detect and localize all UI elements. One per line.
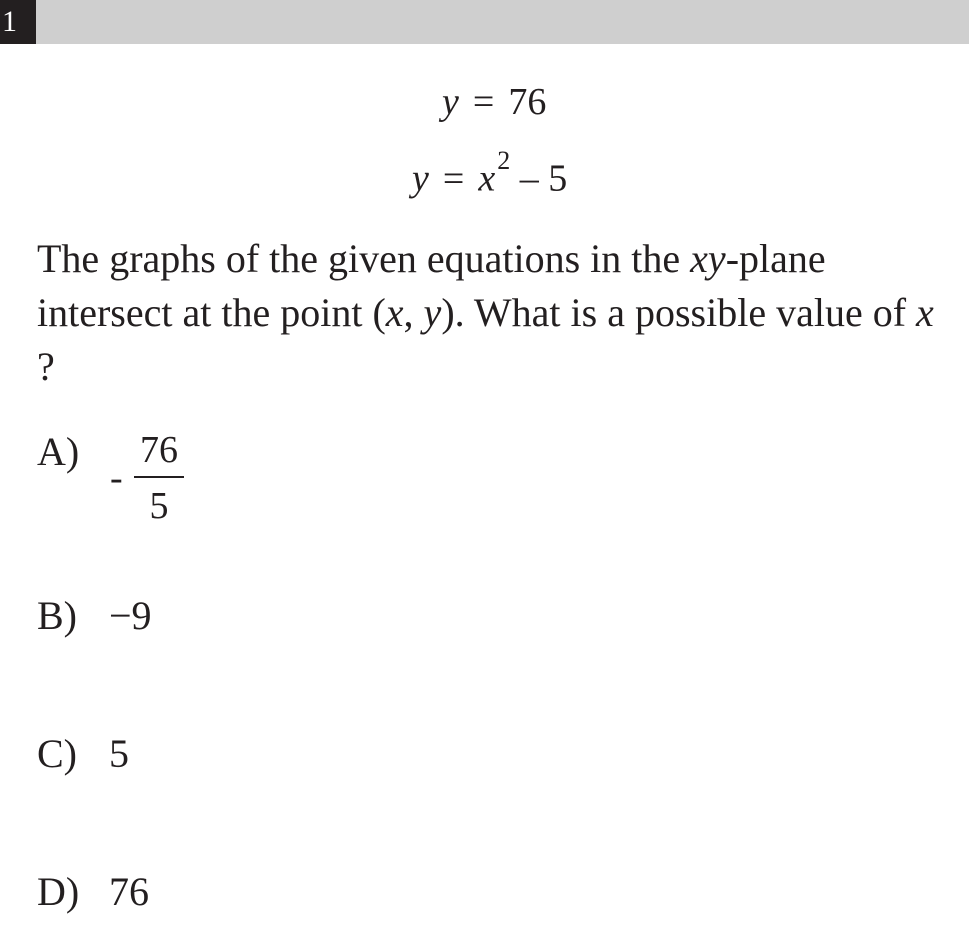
choice-d[interactable]: [37, 868, 149, 915]
choice-d-letter: D): [37, 869, 80, 914]
choice-c[interactable]: [37, 730, 129, 777]
question-header-bar: [0, 0, 969, 44]
choice-b-letter: B): [37, 593, 77, 638]
stem-part3: ). What is a possible value of: [441, 290, 917, 335]
choice-a-fraction: [134, 428, 184, 528]
stem-y: y: [423, 290, 442, 335]
stem-part4: ?: [37, 344, 55, 389]
choice-a-denominator: 5: [149, 485, 169, 527]
stem-x2: x: [916, 290, 934, 335]
stem-part1: The graphs of the given equations in the: [37, 236, 691, 281]
choice-a-numerator: 76: [140, 429, 178, 471]
equation-2: [412, 146, 568, 201]
equation-2-equals: =: [442, 157, 465, 200]
stem-xy: xy: [690, 236, 726, 281]
question-number: 1: [0, 0, 36, 44]
choice-b-value: −9: [109, 593, 152, 638]
choice-a-letter: A): [37, 429, 80, 474]
stem-x: x: [385, 290, 404, 335]
choice-c-value: 5: [109, 731, 129, 776]
equation-2-rest: – 5: [519, 157, 568, 200]
equation-1: [442, 80, 546, 124]
choice-a[interactable]: [37, 428, 109, 475]
choice-b[interactable]: [37, 592, 152, 639]
choice-a-sign: -: [110, 457, 123, 499]
equation-2-lhs: y: [412, 157, 429, 200]
equation-2-exponent: 2: [497, 146, 511, 175]
equation-1-equals: =: [472, 81, 495, 123]
equation-1-lhs: y: [442, 81, 459, 123]
equation-1-rhs: 76: [508, 81, 547, 123]
question-stem: [37, 232, 947, 394]
stem-part2: -plane intersect at the point (: [37, 236, 826, 335]
choice-c-letter: C): [37, 731, 77, 776]
fraction-bar: [134, 476, 184, 478]
choice-d-value: 76: [109, 869, 149, 914]
stem-comma: ,: [403, 290, 424, 335]
equation-2-base: x: [478, 157, 496, 200]
